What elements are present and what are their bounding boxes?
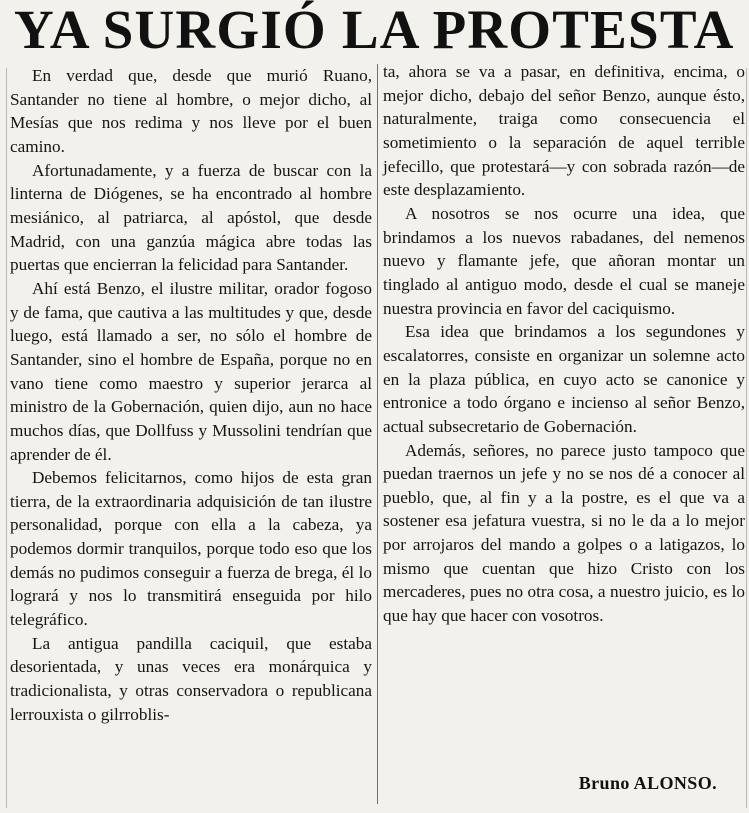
- right-column-rule: [746, 68, 747, 808]
- column-divider: [377, 64, 378, 804]
- paragraph: Además, señores, no parece justo tampoco que puedan traernos un jefe y no se nos dé a conocer al pueblo, que, al fin y a la postre, es el que va a sostener esa jefatura vuestra, si no le da a lo mejor por arrojaros del mando a golpes o a latigazos, lo mismo que cuentan que hizo Cristo con los mercaderes, pues no otra cosa, a nuestro juicio, es lo que hay que hacer con vosotros.: [383, 440, 745, 626]
- paragraph: Ahí está Benzo, el ilustre militar, orador fogoso y de fama, que cautiva a las multitudes y que, desde luego, está llamado a ser, no sólo el hombre de Santander, sino el hombre de España, porque no en vano tiene como maestro y superior jerarca al ministro de la Gobernación, quien dijo, aun no hace muchos días, que Dollfuss y Mussolini tendrían que aprender de él.: [10, 278, 372, 464]
- left-column: [10, 64, 372, 726]
- paragraph: Debemos felicitarnos, como hijos de esta gran tierra, de la extraordinaria adquisición de tan ilustre personalidad, porque con ella a la cabeza, ya podemos dormir tranquilos, porque todo eso que los demás no pudimos conseguir a fuerza de brega, él lo logrará y nos lo transmitirá enseguida por hilo telegráfico.: [10, 468, 372, 630]
- paragraph: Afortunadamente, y a fuerza de buscar con la linterna de Diógenes, se ha encontrado al hombre mesiánico, al patriarca, al apóstol, que desde Madrid, con una ganzúa mágica abre todas las puertas que encierran la felicidad para Santander.: [10, 160, 372, 275]
- paragraph: A nosotros se nos ocurre una idea, que brindamos a los nuevos rabadanes, del nemenos nuevo y flamante jefe, que añoran montar un tinglado al antiguo modo, desde el cual se maneje nuestra provincia en favor del caciquismo.: [383, 203, 745, 318]
- paragraph: Esa idea que brindamos a los segundones y escalatorres, consiste en organizar un solemne acto en la plaza pública, en cuyo acto se canonice y entronice a todo órgano e incienso al señor Benzo, actual subsecretario de Gobernación.: [383, 322, 745, 436]
- right-column: [383, 60, 745, 628]
- author-signature: Bruno ALONSO.: [578, 773, 717, 793]
- paragraph: En verdad que, desde que murió Ruano, Santander no tiene al hombre, o mejor dicho, al Mesías que nos redima y nos lleve por el buen camino.: [10, 66, 372, 156]
- headline: YA SURGIÓ LA PROTESTA: [14, 0, 735, 60]
- paragraph: La antigua pandilla caciquil, que estaba desorientada, y unas veces era monárquica y tradicionalista, y otras conservadora o republicana lerrouxista o gilrroblis-: [10, 633, 372, 724]
- paragraph-continued: ta, ahora se va a pasar, en definitiva, encima, o mejor dicho, debajo del señor Benzo, aunque ésto, naturalmente, traiga como consecuencia el sometimiento o la separación de aquel terrible jefecillo, que protestará—y con sobrada razón—de este desplazamiento.: [383, 62, 745, 200]
- left-column-rule: [6, 68, 7, 808]
